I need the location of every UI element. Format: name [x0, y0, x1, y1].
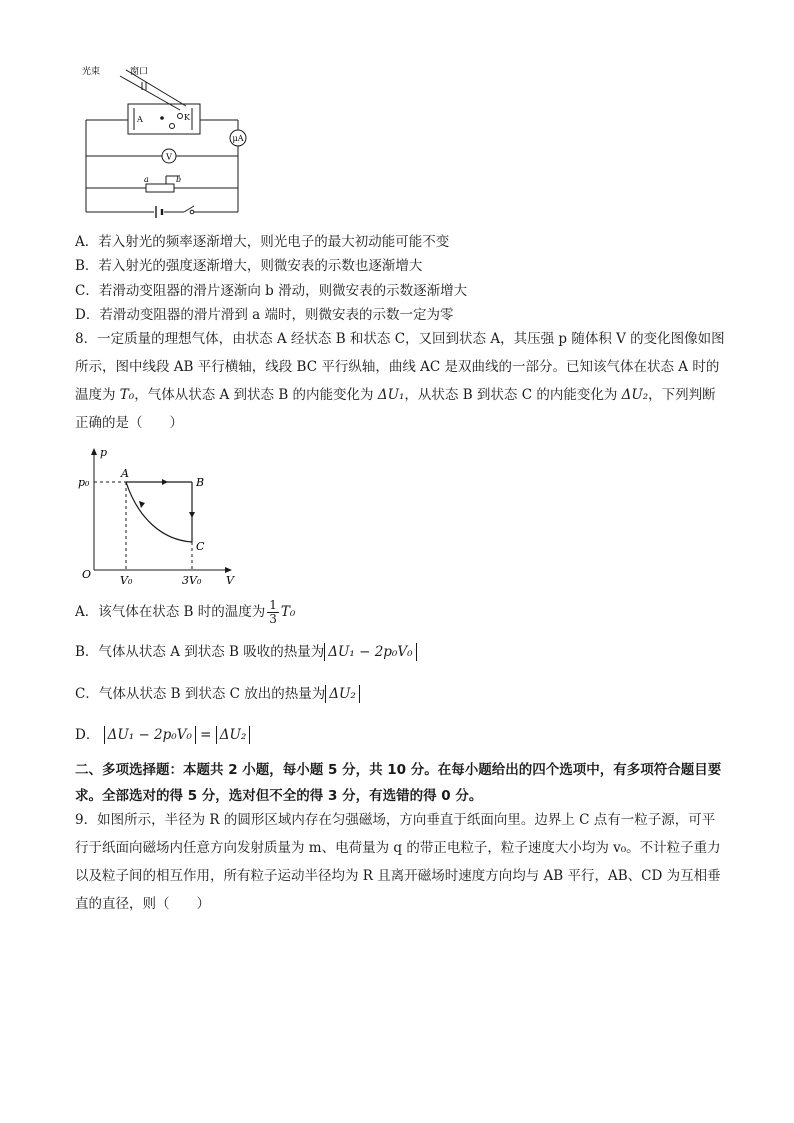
voltmeter-label: V — [166, 152, 172, 162]
cathode-label: K — [184, 113, 190, 122]
three-v0-label: 3V₀ — [182, 574, 202, 586]
origin-label: O — [82, 568, 92, 581]
q8-option-c: C．气体从状态 B 到状态 C 放出的热量为 ΔU₂ — [75, 684, 360, 704]
q7-option-d: D．若滑动变阻器的滑片滑到 a 端时，则微安表的示数一定为零 — [75, 307, 454, 323]
q7-option-a: A．若入射光的频率逐渐增大，则光电子的最大初动能可能不变 — [75, 234, 450, 250]
slider-a-label: a — [144, 175, 149, 184]
q9-stem: 9．如图所示，半径为 R 的圆形区域内存在匀强磁场，方向垂直于纸面向里。边界上 C 点有一粒子源，可平行于纸面向磁场内任意方向发射质量为 m、电荷量为 q 的带正电粒子，粒子速度大小均为 v₀。不计粒子重力以及粒子间的相互作用，所有粒子运动半径均为 R 且离开磁场时速度方向均与 AB 平行，AB、CD 为互相垂直的直径，则（ ） — [75, 812, 721, 912]
fraction: $\frac{1}{3}$ — [269, 598, 277, 626]
light-beam — [120, 76, 180, 110]
rheostat — [146, 184, 174, 192]
anode-label: A — [137, 115, 143, 124]
point-c-label: C — [196, 540, 205, 553]
window-label: 窗口 — [130, 67, 149, 77]
v-axis-label: V — [226, 574, 234, 586]
switch-icon — [190, 210, 194, 214]
q8-option-a: A．该气体在状态 B 时的温度为 $\frac{1}{3}$ T₀ — [75, 598, 296, 626]
slider-b-label: b — [176, 175, 182, 184]
v0-label: V₀ — [120, 574, 133, 586]
q8-stem: 8．一定质量的理想气体，由状态 A 经状态 B 和状态 C，又回到状态 A，其压强 p 随体积 V 的变化图像如图所示，图中线段 AB 平行横轴，线段 BC 平行纵轴，曲线 AC 是双曲线的一部分。已知该气体在状态 A 时的温度为 T₀，气体从状态 A 到状态 B 的内能变化为 ΔU₁，从状态 B 到状态 C 的内能变化为 ΔU₂，下列判断正确的是（ ） — [75, 331, 725, 431]
microammeter-label: μA — [232, 134, 244, 143]
curve-ca — [126, 482, 192, 542]
photoelectric-circuit-figure — [80, 60, 248, 222]
section-2-heading: 二、多项选择题：本题共 2 小题，每小题 5 分，共 10 分。在每小题给出的四个选项中，有多项符合题目要求。全部选对的得 5 分，选对但不全的得 3 分，有选错的得 0 分。 — [75, 762, 722, 804]
q8-option-d: D． ΔU₁ − 2p₀V₀ = ΔU₂ — [75, 725, 250, 745]
point-b-label: B — [196, 476, 205, 489]
point-a-label: A — [121, 467, 129, 480]
q7-option-b: B．若入射光的强度逐渐增大，则微安表的示数也逐渐增大 — [75, 258, 423, 274]
q8-option-b: B．气体从状态 A 到状态 B 吸收的热量为 ΔU₁ − 2p₀V₀ — [75, 642, 417, 662]
pv-graph-figure — [78, 446, 238, 586]
q7-option-c: C．若滑动变阻器的滑片逐渐向 b 滑动，则微安表的示数逐渐增大 — [75, 283, 468, 299]
p0-label: p₀ — [78, 476, 90, 489]
p-axis-label: p — [100, 446, 108, 459]
beam-label: 光束 — [82, 67, 101, 77]
